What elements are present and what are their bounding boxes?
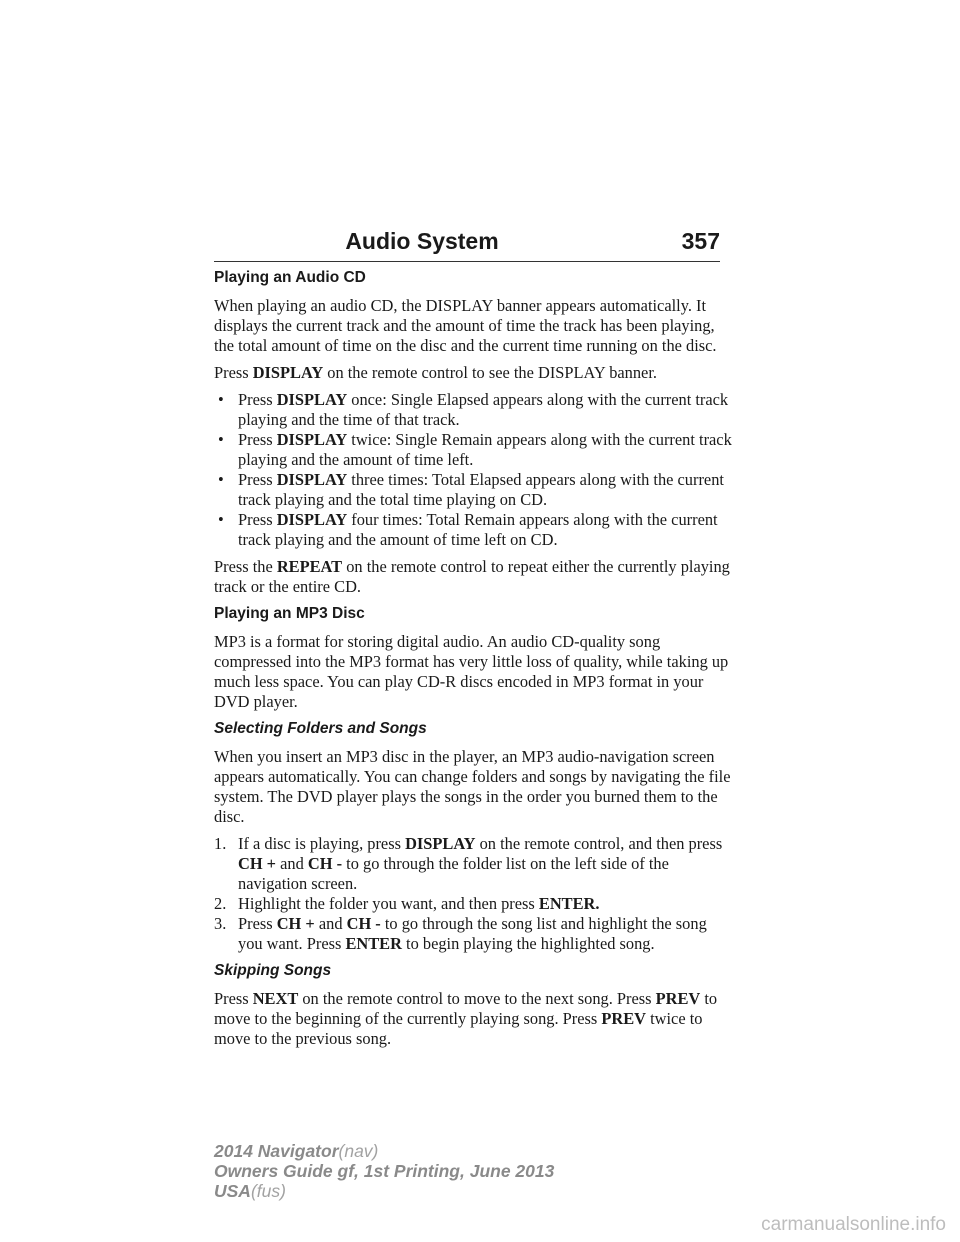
bullet-icon: •	[218, 510, 224, 529]
page-title: Audio System	[345, 228, 499, 254]
display-press-paragraph: Press DISPLAY on the remote control to see the DISPLAY banner.	[214, 363, 657, 382]
skipping-paragraph: Press NEXT on the remote control to move to the next song. Press PREV to move to the beginning of the currently playing song. Press PREV twice to move to the previous song.	[214, 989, 718, 1048]
list-item: 1. If a disc is playing, press DISPLAY on the remote control, and then press CH + and CH - to go through the folder list on the left side of the navigation screen.	[214, 834, 723, 893]
list-item: • Press DISPLAY twice: Single Remain appears along with the current track playing and the amount of time left.	[218, 430, 732, 469]
heading-mp3-disc: Playing an MP3 Disc	[214, 605, 365, 622]
bullet-icon: •	[218, 430, 224, 449]
page-body	[214, 268, 734, 1056]
list-item: • Press DISPLAY three times: Total Elapsed appears along with the current track playing and the total time playing on CD.	[218, 470, 724, 509]
footer-line-2: Owners Guide gf, 1st Printing, June 2013	[214, 1161, 555, 1181]
heading-skipping-songs: Skipping Songs	[214, 962, 332, 979]
bullet-icon: •	[218, 390, 224, 409]
footer-line-3: USA(fus)	[214, 1181, 286, 1201]
bullet-icon: •	[218, 470, 224, 489]
heading-audio-cd: Playing an Audio CD	[214, 269, 366, 286]
heading-selecting-folders: Selecting Folders and Songs	[214, 720, 427, 737]
display-options-list	[214, 390, 734, 550]
list-item: • Press DISPLAY four times: Total Remain appears along with the current track playing and the amount of time left on CD.	[218, 510, 718, 549]
audio-cd-intro: When playing an audio CD, the DISPLAY banner appears automatically. It displays the current track and the amount of time the track has been playing, the total amount of time on the disc and the current time running on the disc.	[214, 296, 717, 355]
folders-intro: When you insert an MP3 disc in the player, an MP3 audio-navigation screen appears automatically. You can change folders and songs by navigating the file system. The DVD player plays the songs in the order you burned them to the disc.	[214, 747, 731, 826]
list-item: 3. Press CH + and CH - to go through the song list and highlight the song you want. Press ENTER to begin playing the highlighted song.	[214, 914, 707, 953]
repeat-paragraph: Press the REPEAT on the remote control to repeat either the currently playing track or the entire CD.	[214, 557, 730, 596]
mp3-intro: MP3 is a format for storing digital audio. An audio CD-quality song compressed into the MP3 format has very little loss of quality, while taking up much less space. You can play CD-R discs encoded in MP3 format in your DVD player.	[214, 632, 729, 711]
list-item: • Press DISPLAY once: Single Elapsed appears along with the current track playing and the time of that track.	[218, 390, 729, 429]
page-number: 357	[681, 228, 720, 254]
watermark-text: carmanualsonline.info	[761, 1214, 946, 1235]
folder-steps-list	[214, 834, 734, 954]
footer-line-1: 2014 Navigator(nav)	[214, 1141, 379, 1161]
header-divider	[214, 261, 720, 262]
page-footer	[214, 1141, 634, 1201]
page-header	[214, 228, 720, 262]
list-item: 2. Highlight the folder you want, and then press ENTER.	[214, 894, 600, 913]
